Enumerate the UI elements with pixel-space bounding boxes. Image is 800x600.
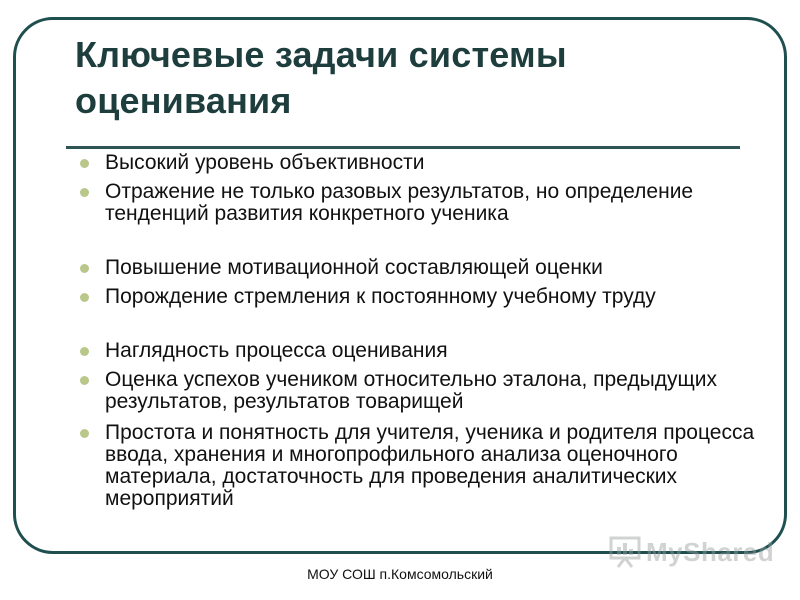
- title-divider: [66, 146, 740, 149]
- footer-text: МОУ СОШ п.Комсомольский: [307, 566, 493, 582]
- list-item: [75, 340, 765, 362]
- bullet-dot-icon: [80, 429, 89, 438]
- bullet-text: Оценка успехов учеником относительно эталона, предыдущих результатов, результатов товарищей: [105, 368, 717, 413]
- slide-title: Ключевые задачи системы оценивания: [75, 34, 567, 121]
- list-item: [75, 422, 765, 510]
- bullet-dot-icon: [80, 347, 89, 356]
- watermark-text: MyShared: [646, 536, 775, 567]
- bullet-text: Отражение не только разовых результатов, но определение тенденций развития конкретного ученика: [105, 180, 694, 225]
- list-item: [75, 152, 765, 174]
- bullet-text: Повышение мотивационной составляющей оценки: [105, 256, 603, 279]
- list-item: [75, 257, 765, 279]
- list-item: [75, 369, 765, 413]
- bullet-dot-icon: [80, 159, 89, 168]
- bullet-dot-icon: [80, 264, 89, 273]
- list-item: [75, 181, 765, 225]
- bullet-dot-icon: [80, 376, 89, 385]
- presentation-board-icon: [608, 535, 642, 569]
- bullet-text: Простота и понятность для учителя, ученика и родителя процесса ввода, хранения и многопрофильного анализа оценочного материала, достаточность для проведения аналитических мероприятий: [105, 421, 755, 510]
- bullet-text: Порождение стремления к постоянному учебному труду: [105, 285, 656, 308]
- bullet-dot-icon: [80, 188, 89, 197]
- list-item: [75, 286, 765, 308]
- bullet-text: Наглядность процесса оценивания: [105, 339, 448, 362]
- bullet-text: Высокий уровень объективности: [105, 151, 425, 174]
- bullet-dot-icon: [80, 293, 89, 302]
- watermark: [608, 535, 774, 569]
